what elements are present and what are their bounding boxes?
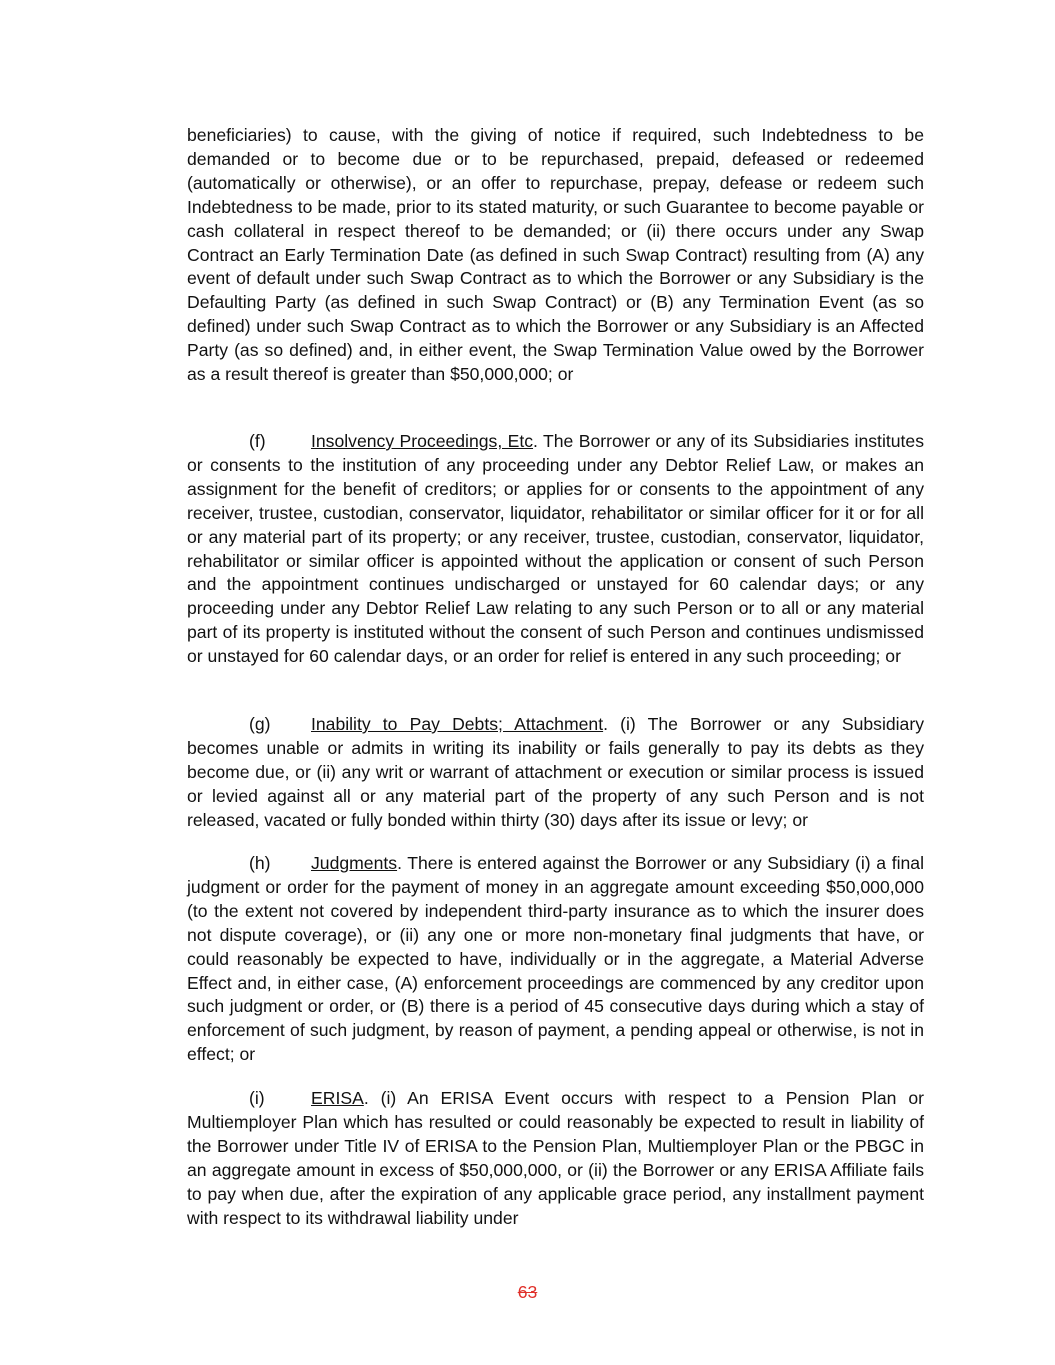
paragraph-i-body: . (i) An ERISA Event occurs with respect to a Pension Plan or Multiemployer Plan which has resulted or could reasonably be expected to result in liability of the Borrower under Title IV of ERISA to the Pension Plan, Multiemployer Plan or the PBGC in an aggregate amount in excess of $50,000,000, or (ii) the Borrower or any ERISA Affiliate fails to pay when due, after the expiration of any applicable grace period, any installment payment with respect to its withdrawal liability under <box>187 1088 924 1228</box>
paragraph-i-heading: ERISA <box>311 1088 364 1108</box>
paragraph-f-label: (f) <box>249 431 266 451</box>
page-number: 63 <box>517 1282 538 1302</box>
paragraph-f-heading: Insolvency Proceedings, Etc <box>311 431 534 451</box>
paragraph-e-continued: beneficiaries) to cause, with the giving of notice if required, such Indebtedness to be demanded or to become due or to be repurchased, prepaid, defeased or redeemed (automatically or otherwise), or an offer to repurchase, prepay, defease or redeem such Indebtedness to be made, prior to its stated maturity, or such Guarantee to become payable or cash collateral in respect thereof to be demanded; or (ii) there occurs under any Swap Contract an Early Termination Date (as defined in such Swap Contract) resulting from (A) any event of default under such Swap Contract as to which the Borrower or any Subsidiary is the Defaulting Party (as defined in such Swap Contract) or (B) any Termination Event (as so defined) under such Swap Contract as to which the Borrower or any Subsidiary is an Affected Party (as so defined) and, in either event, the Swap Termination Value owed by the Borrower as a result thereof is greater than $50,000,000; or <box>187 125 924 385</box>
paragraph-h <box>187 852 924 1067</box>
paragraph-f <box>187 430 924 669</box>
paragraph-g <box>187 713 924 833</box>
paragraph-f-body: . The Borrower or any of its Subsidiaries institutes or consents to the institution of any proceeding under any Debtor Relief Law, or makes an assignment for the benefit of creditors; or applies for or consents to the appointment of any receiver, trustee, custodian, conservator, liquidator, rehabilitator or similar officer for it or for all or any material part of its property; or any receiver, trustee, custodian, conservator, liquidator, rehabilitator or similar officer is appointed without the application or consent of such Person and the appointment continues undischarged or unstayed for 60 calendar days; or any proceeding under any Debtor Relief Law relating to any such Person or to all or any material part of its property is instituted without the consent of such Person and continues undismissed or unstayed for 60 calendar days, or an order for relief is entered in any such proceeding; or <box>187 431 924 667</box>
paragraph-i-label: (i) <box>249 1088 265 1108</box>
paragraph-i <box>187 1087 924 1230</box>
paragraph-h-label: (h) <box>249 853 271 873</box>
paragraph-h-heading: Judgments <box>311 853 398 873</box>
paragraph-h-body: . There is entered against the Borrower or any Subsidiary (i) a final judgment or order for the payment of money in an aggregate amount exceeding $50,000,000 (to the extent not covered by independent third-party insurance as to which the insurer does not dispute coverage), or (ii) any one or more non-monetary final judgments that have, or could reasonably be expected to have, individually or in the aggregate, a Material Adverse Effect and, in either case, (A) enforcement proceedings are commenced by any creditor upon such judgment or order, or (B) there is a period of 45 consecutive days during which a stay of enforcement of such judgment, by reason of payment, a pending appeal or otherwise, is not in effect; or <box>187 853 924 1065</box>
paragraph-g-label: (g) <box>249 714 271 734</box>
paragraph-g-heading: Inability to Pay Debts; Attachment <box>311 714 604 734</box>
paragraph-g-body: . (i) The Borrower or any Subsidiary becomes unable or admits in writing its inability or fails generally to pay its debts as they become due, or (ii) any writ or warrant of attachment or execution or similar process is issued or levied against all or any material part of the property of any such Person and is not released, vacated or fully bonded within thirty (30) days after its issue or levy; or <box>187 714 924 830</box>
